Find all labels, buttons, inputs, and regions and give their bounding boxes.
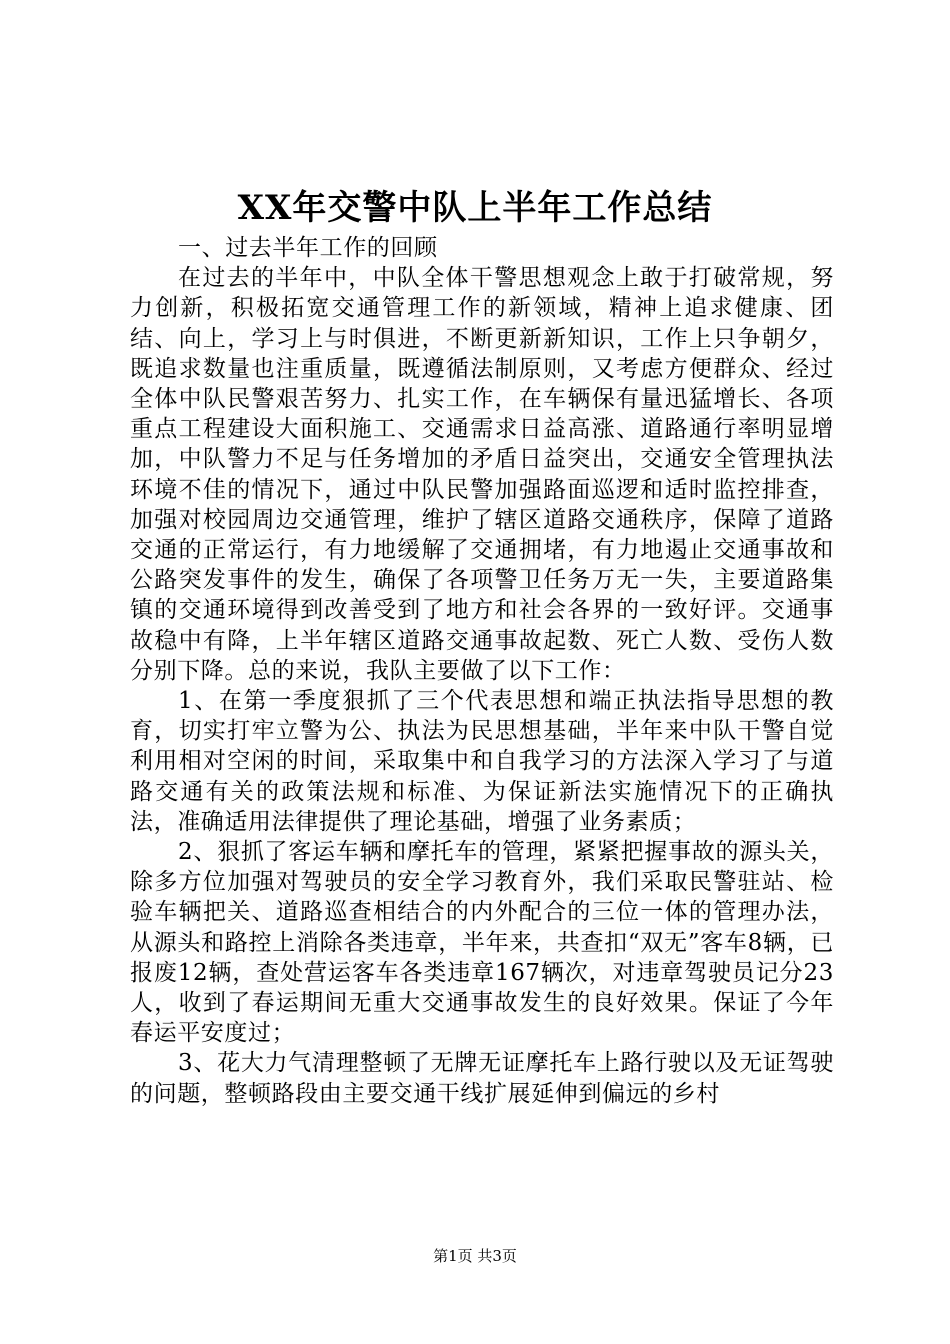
body-paragraph: 1、在第一季度狠抓了三个代表思想和端正执法指导思想的教育，切实打牢立警为公、执法为民思想基础，半年来中队干警自觉利用相对空闲的时间，采取集中和自我学习的方法深入学习了与道路交通有关的政策法规和标准、为保证新法实施情况下的正确执法，准确适用法律提供了理论基础，增强了业务素质； [130, 688, 834, 835]
body-paragraph: 2、狠抓了客运车辆和摩托车的管理，紧紧把握事故的源头关，除多方位加强对驾驶员的安全学习教育外，我们采取民警驻站、检验车辆把关、道路巡查相结合的内外配合的三位一体的管理办法，从源头和路控上消除各类违章，半年来，共查扣“双无”客车8辆，已报废12辆，查处营运客车各类违章167辆次，对违章驾驶员记分23人，收到了春运期间无重大交通事故发生的良好效果。保证了今年春运平安度过； [130, 839, 834, 1047]
document-title: XX年交警中队上半年工作总结 [237, 188, 713, 228]
section-heading: 一、过去半年工作的回顾 [178, 235, 438, 261]
page-number-footer: 第1页 共3页 [433, 1247, 517, 1265]
document-body [130, 233, 834, 1109]
body-paragraph: 3、花大力气清理整顿了无牌无证摩托车上路行驶以及无证驾驶的问题，整顿路段由主要交通干线扩展延伸到偏远的乡村 [130, 1050, 834, 1107]
body-paragraph: 在过去的半年中，中队全体干警思想观念上敢于打破常规，努力创新，积极拓宽交通管理工作的新领域，精神上追求健康、团结、向上，学习上与时俱进，不断更新新知识，工作上只争朝夕，既追求数量也注重质量，既遵循法制原则，又考虑方便群众、经过全体中队民警艰苦努力、扎实工作，在车辆保有量迅猛增长、各项重点工程建设大面积施工、交通需求日益高涨、道路通行率明显增加，中队警力不足与任务增加的矛盾日益突出，交通安全管理执法环境不佳的情况下，通过中队民警加强路面巡逻和适时监控排查，加强对校园周边交通管理，维护了辖区道路交通秩序，保障了道路交通的正常运行，有力地缓解了交通拥堵，有力地遏止交通事故和公路突发事件的发生，确保了各项警卫任务万无一失，主要道路集镇的交通环境得到改善受到了地方和社会各界的一致好评。交通事故稳中有降，上半年辖区道路交通事故起数、死亡人数、受伤人数分别下降。总的来说，我队主要做了以下工作： [130, 265, 834, 684]
